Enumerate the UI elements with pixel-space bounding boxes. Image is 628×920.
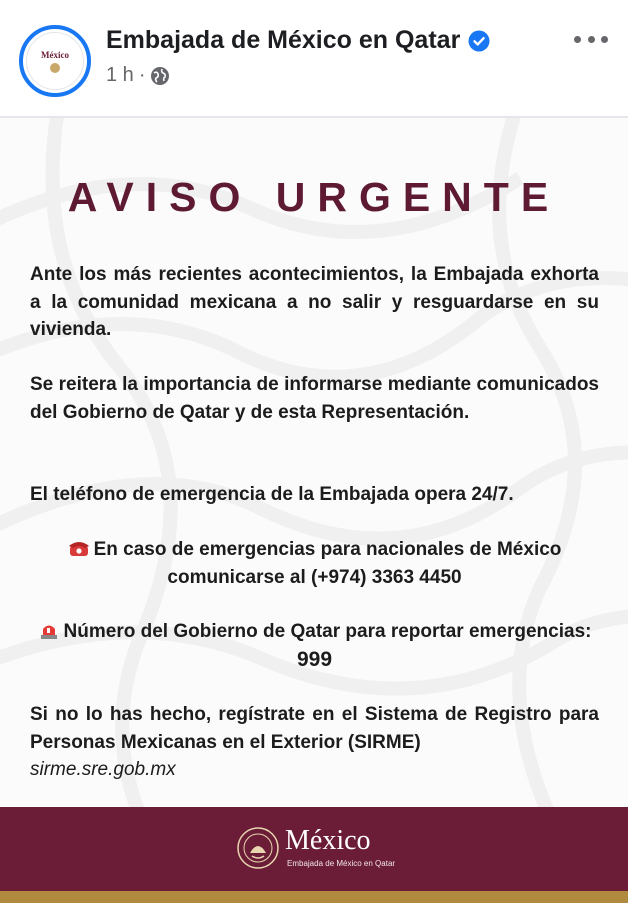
more-dot — [574, 36, 581, 43]
avatar-logo — [26, 32, 84, 90]
more-options-icon[interactable] — [574, 30, 608, 48]
paragraph-shelter-advice: Ante los más recientes acontecimientos, la Embajada exhorta a la comunidad mexicana a no salir y resguardarse en su vivienda. — [30, 264, 599, 340]
meta-separator: · — [138, 64, 146, 86]
footer-gold-stripe — [0, 891, 628, 903]
page-name-link[interactable]: Embajada de México en Qatar — [106, 26, 461, 54]
paragraph-information-sources: Se reitera la importancia de informarse mediante comunicados del Gobierno de Qatar y de esta Representación. — [30, 374, 599, 423]
footer-logo-subtitle: Embajada de México en Qatar — [287, 859, 396, 868]
footer-bottom-strip — [0, 903, 628, 920]
telephone-icon — [68, 538, 90, 556]
government-emergency-number: 999 — [296, 647, 333, 671]
paragraph-emergency-hours: El teléfono de emergencia de la Embajada opera 24/7. — [30, 484, 514, 505]
footer-band — [0, 807, 628, 891]
avatar-logo-word: México — [41, 49, 69, 60]
siren-icon — [38, 620, 60, 638]
more-dot — [601, 36, 608, 43]
post-header — [0, 0, 628, 115]
registration-text: Si no lo has hecho, regístrate en el Sistema de Registro para Personas Mexicanas en el Exterior (SIRME) — [30, 704, 599, 753]
embassy-emergency-contact — [30, 536, 599, 591]
footer-logo-word: México — [285, 825, 371, 856]
verified-badge-icon — [468, 30, 490, 52]
globe-icon[interactable] — [150, 66, 170, 86]
registration-notice — [30, 701, 599, 784]
embassy-emergency-text: En caso de emergencias para nacionales de México comunicarse al (+974) 3363 4450 — [93, 539, 562, 588]
page-avatar[interactable] — [19, 25, 91, 97]
avatar-seal-icon — [50, 63, 60, 73]
government-emergency-contact — [30, 618, 599, 673]
post-time[interactable]: 1 h — [106, 64, 134, 86]
registration-url[interactable]: sirme.sre.gob.mx — [30, 759, 176, 780]
more-dot — [588, 36, 595, 43]
post-image[interactable] — [0, 118, 628, 920]
post-meta — [106, 64, 170, 87]
poster-title: AVISO URGENTE — [67, 174, 561, 220]
page-name-row — [106, 26, 490, 55]
government-emergency-text: Número del Gobierno de Qatar para reportar emergencias: — [63, 621, 592, 642]
national-seal-icon — [237, 827, 279, 869]
